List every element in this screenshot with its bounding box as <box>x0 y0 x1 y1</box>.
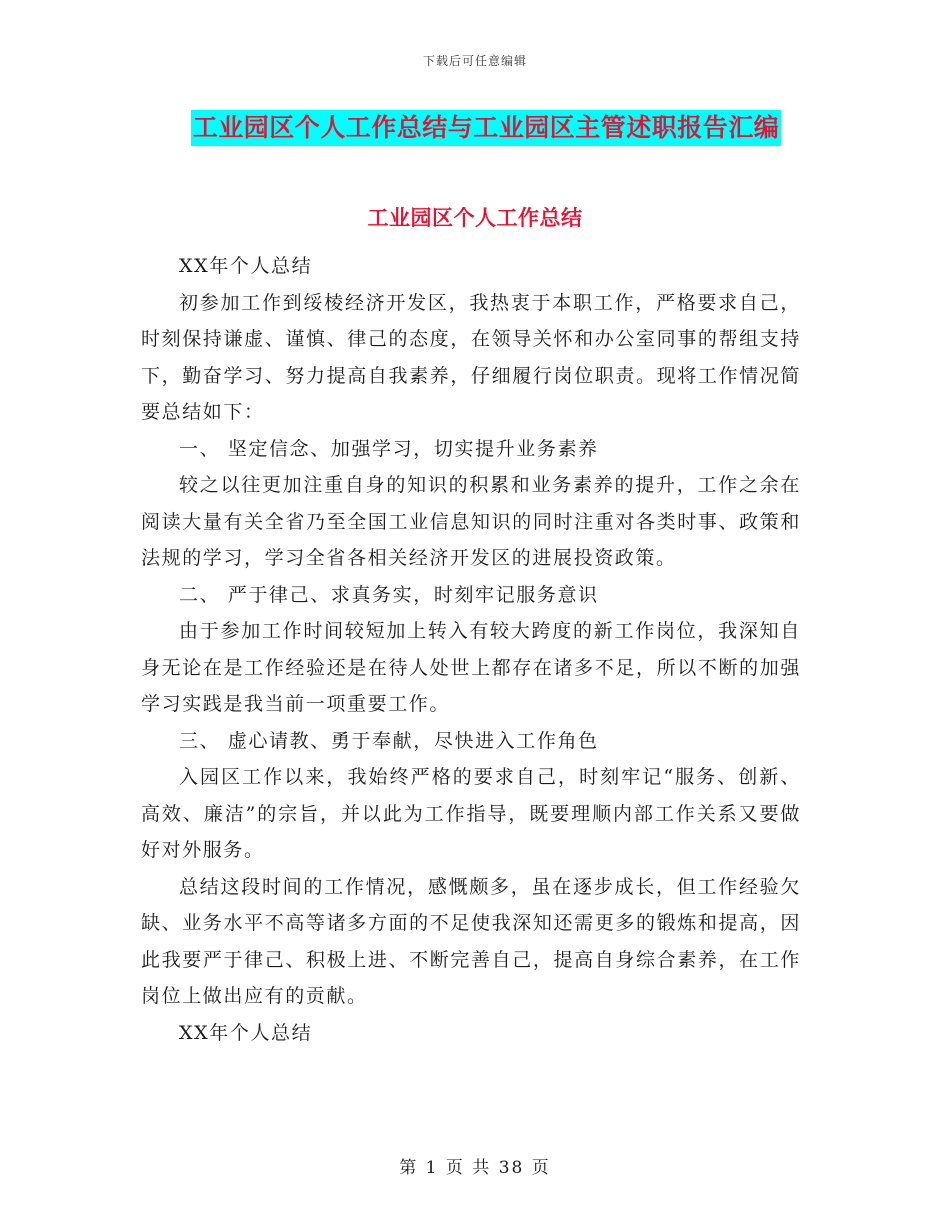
paragraph: 入园区工作以来，我始终严格的要求自己，时刻牢记“服务、创新、高效、廉洁”的宗旨，并以此为工作指导，既要理顺内部工作关系又要做好对外服务。 <box>141 766 801 861</box>
section-title: 工业园区个人工作总结 <box>367 206 583 230</box>
page-number-footer: 第 1 页 共 38 页 <box>399 1158 551 1178</box>
paragraph: XX年个人总结 <box>179 255 313 277</box>
paragraph: 一、 坚定信念、加强学习，切实提升业务素养 <box>179 437 599 460</box>
main-title-container <box>0 110 950 146</box>
paragraph: 二、 严于律己、求真务实，时刻牢记服务意识 <box>179 583 599 606</box>
document-main-title: 工业园区个人工作总结与工业园区主管述职报告汇编 <box>191 110 782 146</box>
document-body <box>141 248 801 1051</box>
paragraph: 三、 虚心请教、勇于奉献，尽快进入工作角色 <box>179 729 599 752</box>
page-header-note: 下载后可任意编辑 <box>422 54 527 68</box>
paragraph: 由于参加工作时间较短加上转入有较大跨度的新工作岗位，我深知自身无论在是工作经验还是在待人处世上都存在诸多不足，所以不断的加强学习实践是我当前一项重要工作。 <box>141 620 801 715</box>
paragraph: XX年个人总结 <box>179 1021 313 1044</box>
paragraph: 总结这段时间的工作情况，感慨颇多，虽在逐步成长，但工作经验欠缺、业务水平不高等诸多方面的不足使我深知还需更多的锻炼和提高，因此我要严于律己、积极上进、不断完善自己，提高自身综合素养，在工作岗位上做出应有的贡献。 <box>141 875 801 1007</box>
paragraph: 较之以往更加注重自身的知识的积累和业务素养的提升，工作之余在阅读大量有关全省乃至全国工业信息知识的同时注重对各类时事、政策和法规的学习，学习全省各相关经济开发区的进展投资政策。 <box>141 474 801 569</box>
paragraph: 初参加工作到绥棱经济开发区，我热衷于本职工作，严格要求自己，时刻保持谦虚、谨慎、律己的态度，在领导关怀和办公室同事的帮组支持下，勤奋学习、努力提高自我素养，仔细履行岗位职责。现将工作情况简要总结如下： <box>141 291 801 423</box>
